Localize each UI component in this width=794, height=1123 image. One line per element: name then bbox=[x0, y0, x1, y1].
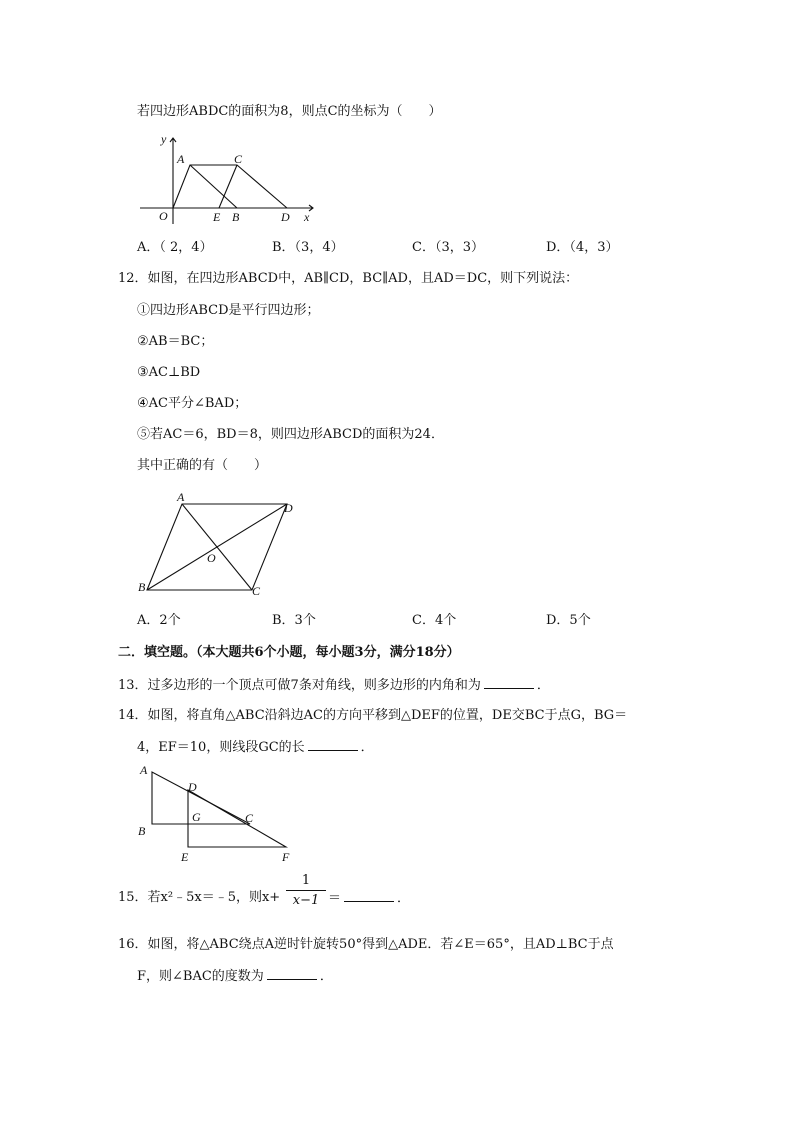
label-b: B bbox=[138, 580, 146, 594]
q16-end: ． bbox=[319, 969, 333, 984]
q15-denominator: x−1 bbox=[292, 893, 320, 908]
label-c: C bbox=[252, 584, 261, 598]
q14-figure bbox=[135, 760, 305, 865]
triangle-def bbox=[188, 790, 286, 847]
q12-option-d[interactable]: D．5个 bbox=[546, 613, 591, 628]
q16-line-2 bbox=[137, 967, 333, 986]
diagonal-bd bbox=[147, 504, 287, 590]
q15-prefix: 15．若x²﹣5x＝﹣5，则x+ bbox=[118, 890, 281, 905]
q14-answer-blank[interactable] bbox=[308, 738, 358, 751]
segment-ce bbox=[219, 165, 237, 208]
fraction-bar bbox=[286, 890, 326, 891]
q11-figure bbox=[135, 128, 335, 228]
label-a: A bbox=[140, 763, 148, 777]
q14-line-2 bbox=[137, 738, 374, 757]
q12-item-1: ①四边形ABCD是平行四边形； bbox=[137, 303, 320, 318]
q15-end: ． bbox=[397, 891, 411, 906]
label-f: F bbox=[282, 850, 290, 864]
label-e: E bbox=[213, 210, 221, 224]
q15-answer-blank[interactable] bbox=[344, 889, 394, 902]
q11-option-a[interactable]: A．（ 2，4） bbox=[137, 240, 213, 255]
q11-option-c[interactable]: C．（3，3） bbox=[412, 240, 484, 255]
q16-answer-blank[interactable] bbox=[267, 967, 317, 980]
label-x: x bbox=[304, 210, 310, 224]
label-b: B bbox=[138, 824, 146, 838]
label-c: C bbox=[245, 811, 254, 825]
q12-item-3: ③AC⊥BD bbox=[137, 365, 201, 380]
q15-numerator: 1 bbox=[301, 873, 311, 888]
q12-item-4: ④AC平分∠BAD； bbox=[137, 396, 248, 411]
label-o: O bbox=[159, 209, 168, 223]
segment-ab bbox=[190, 165, 237, 208]
q12-stem: 12．如图，在四边形ABCD中，AB∥CD，BC∥AD，且AD＝DC，则下列说法： bbox=[118, 271, 579, 286]
label-g: G bbox=[192, 810, 201, 824]
q16-line-1: 16．如图，将△ABC绕点A逆时针旋转50°得到△ADE．若∠E＝65°，且AD⊥BC于点 bbox=[118, 937, 614, 952]
q14-text: 4，EF＝10，则线段GC的长 bbox=[137, 740, 305, 755]
label-y: y bbox=[161, 132, 167, 146]
label-d: D bbox=[188, 780, 197, 794]
label-a: A bbox=[177, 152, 185, 166]
q12-prompt: 其中正确的有（ ） bbox=[137, 458, 268, 473]
q15-tail bbox=[328, 889, 410, 908]
q12-item-2: ②AB＝BC； bbox=[137, 334, 214, 349]
q12-item-5: ⑤若AC＝6，BD＝8，则四边形ABCD的面积为24． bbox=[137, 427, 444, 442]
q15-fraction bbox=[286, 872, 326, 909]
label-d: D bbox=[281, 210, 290, 224]
q11-option-b[interactable]: B．（3，4） bbox=[272, 240, 344, 255]
q15-suffix: ＝ bbox=[328, 891, 342, 906]
q12-option-c[interactable]: C．4个 bbox=[412, 613, 457, 628]
q11-stem: 若四边形ABDC的面积为8，则点C的坐标为（ ） bbox=[137, 104, 442, 119]
q12-figure bbox=[135, 487, 315, 602]
q12-option-b[interactable]: B．3个 bbox=[272, 613, 316, 628]
label-a: A bbox=[177, 490, 185, 504]
q13 bbox=[118, 676, 550, 695]
section-title: 二．填空题。（本大题共6个小题，每小题3分，满分18分） bbox=[118, 645, 460, 660]
label-e: E bbox=[181, 850, 189, 864]
label-b: B bbox=[232, 210, 240, 224]
q13-answer-blank[interactable] bbox=[484, 676, 534, 689]
label-c: C bbox=[234, 152, 243, 166]
q14-line-1: 14．如图，将直角△ABC沿斜边AC的方向平移到△DEF的位置，DE交BC于点G，BG＝ bbox=[118, 708, 628, 723]
label-d: D bbox=[284, 501, 293, 515]
q16-text: F，则∠BAC的度数为 bbox=[137, 969, 264, 984]
q13-end: ． bbox=[536, 678, 550, 693]
q11-option-d[interactable]: D．（4，3） bbox=[546, 240, 619, 255]
q14-end: ． bbox=[360, 740, 374, 755]
label-o: O bbox=[207, 551, 216, 565]
q13-text: 13．过多边形的一个顶点可做7条对角线，则多边形的内角和为 bbox=[118, 678, 481, 693]
q12-option-a[interactable]: A．2个 bbox=[137, 613, 181, 628]
